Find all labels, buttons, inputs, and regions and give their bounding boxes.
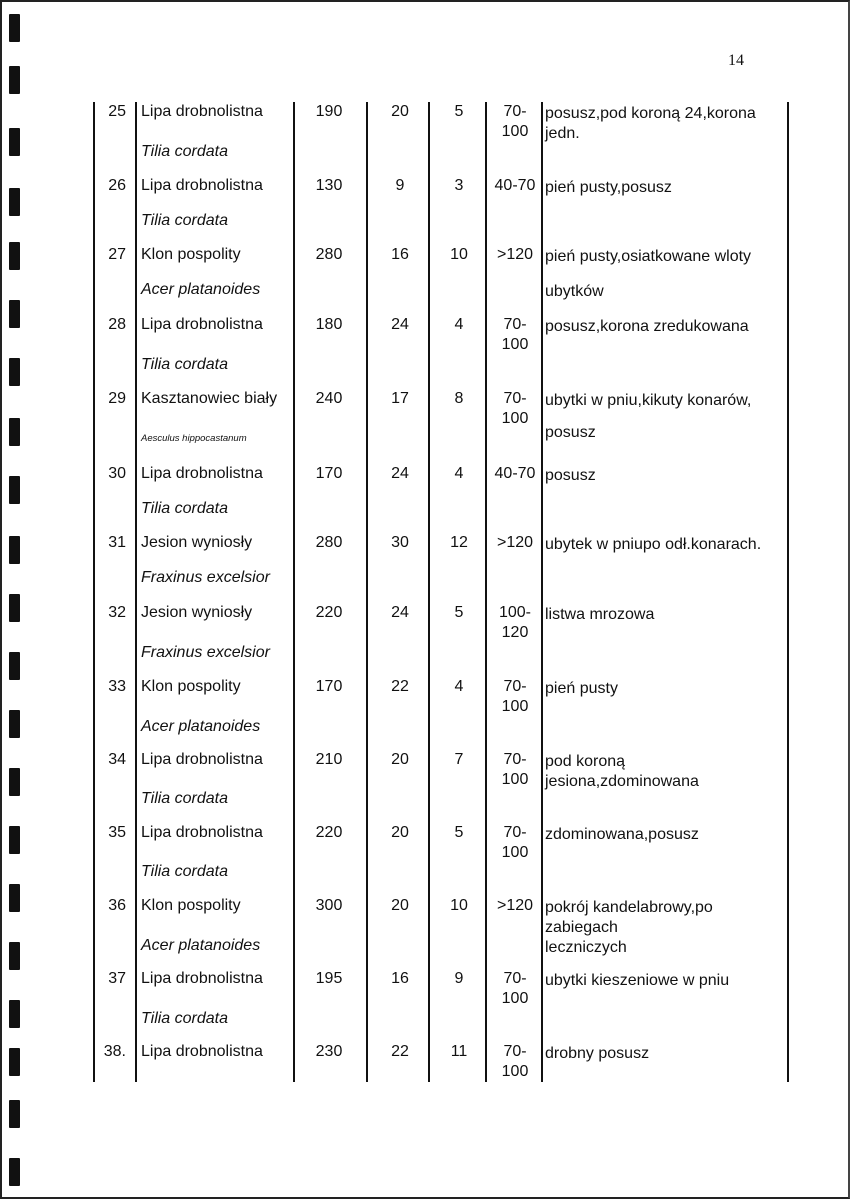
remarks: pokrój kandelabrowy,po zabiegach leczniczych bbox=[545, 899, 713, 956]
row-number: 38. bbox=[103, 1043, 126, 1060]
row-number: 29 bbox=[108, 390, 126, 407]
species-polish-name: Lipa drobnolistna bbox=[141, 103, 263, 120]
trunk-circumference: 180 bbox=[315, 316, 343, 333]
tree-height: 17 bbox=[391, 390, 409, 407]
column-rule bbox=[787, 102, 789, 1082]
binding-mark bbox=[9, 710, 20, 738]
tree-height: 16 bbox=[391, 246, 409, 263]
row-number: 26 bbox=[108, 177, 126, 194]
binding-mark bbox=[9, 884, 20, 912]
remarks: ubytki w pniu,kikuty konarów, posusz bbox=[545, 392, 752, 441]
binding-mark bbox=[9, 1158, 20, 1186]
tree-age: 40-70 bbox=[494, 177, 536, 194]
tree-height: 20 bbox=[391, 751, 409, 768]
binding-mark bbox=[9, 652, 20, 680]
binding-mark bbox=[9, 128, 20, 156]
species-polish-name: Lipa drobnolistna bbox=[141, 824, 263, 841]
species-polish-name: Lipa drobnolistna bbox=[141, 316, 263, 333]
species-latin-name: Tilia cordata bbox=[141, 356, 229, 373]
species-latin-name: Acer platanoides bbox=[141, 718, 261, 735]
remarks: ubytek w pniupo odł.konarach. bbox=[545, 536, 762, 553]
column-rule bbox=[135, 102, 137, 1082]
species-polish-name: Klon pospolity bbox=[141, 897, 241, 914]
crown-width: 8 bbox=[454, 390, 464, 407]
column-rule bbox=[293, 102, 295, 1082]
trunk-circumference: 220 bbox=[315, 824, 343, 841]
species-latin-name: Tilia cordata bbox=[141, 1010, 229, 1027]
tree-age: 70- 100 bbox=[501, 1043, 529, 1080]
tree-height: 22 bbox=[391, 678, 409, 695]
binding-mark bbox=[9, 418, 20, 446]
tree-height: 20 bbox=[391, 103, 409, 120]
tree-age: 70- 100 bbox=[501, 390, 529, 427]
column-rule bbox=[366, 102, 368, 1082]
row-number: 37 bbox=[108, 970, 126, 987]
trunk-circumference: 195 bbox=[315, 970, 343, 987]
species-latin-name: Fraxinus excelsior bbox=[141, 644, 270, 661]
crown-width: 3 bbox=[454, 177, 464, 194]
crown-width: 11 bbox=[450, 1043, 468, 1060]
crown-width: 5 bbox=[454, 824, 464, 841]
remarks: ubytki kieszeniowe w pniu bbox=[545, 972, 730, 989]
species-polish-name: Lipa drobnolistna bbox=[141, 970, 263, 987]
species-latin-name: Acer platanoides bbox=[141, 937, 261, 954]
tree-height: 24 bbox=[391, 316, 409, 333]
trunk-circumference: 280 bbox=[315, 246, 343, 263]
row-number: 36 bbox=[108, 897, 126, 914]
tree-height: 20 bbox=[391, 897, 409, 914]
crown-width: 10 bbox=[450, 246, 468, 263]
species-latin-name: Aesculus hippocastanum bbox=[141, 433, 247, 444]
remarks: posusz,pod koroną 24,korona jedn. bbox=[545, 105, 756, 142]
tree-age: >120 bbox=[496, 246, 534, 263]
row-number: 33 bbox=[108, 678, 126, 695]
tree-height: 20 bbox=[391, 824, 409, 841]
tree-height: 9 bbox=[395, 177, 405, 194]
species-latin-name: Acer platanoides bbox=[141, 281, 261, 298]
tree-height: 16 bbox=[391, 970, 409, 987]
binding-mark bbox=[9, 14, 20, 42]
trunk-circumference: 280 bbox=[315, 534, 343, 551]
row-number: 32 bbox=[108, 604, 126, 621]
tree-height: 30 bbox=[391, 534, 409, 551]
tree-age: 70- 100 bbox=[501, 751, 529, 788]
remarks: posusz bbox=[545, 467, 596, 484]
species-latin-name: Tilia cordata bbox=[141, 143, 229, 160]
trunk-circumference: 220 bbox=[315, 604, 343, 621]
trunk-circumference: 210 bbox=[315, 751, 343, 768]
remarks: pień pusty,posusz bbox=[545, 179, 672, 196]
crown-width: 9 bbox=[454, 970, 464, 987]
species-polish-name: Lipa drobnolistna bbox=[141, 465, 263, 482]
crown-width: 5 bbox=[454, 103, 464, 120]
binding-mark bbox=[9, 188, 20, 216]
species-polish-name: Lipa drobnolistna bbox=[141, 177, 263, 194]
crown-width: 4 bbox=[454, 316, 464, 333]
tree-age: 70- 100 bbox=[501, 316, 529, 353]
crown-width: 4 bbox=[454, 465, 464, 482]
tree-height: 22 bbox=[391, 1043, 409, 1060]
page-number: 14 bbox=[728, 52, 744, 69]
trunk-circumference: 190 bbox=[315, 103, 343, 120]
tree-age: 70- 100 bbox=[501, 103, 529, 140]
row-number: 30 bbox=[108, 465, 126, 482]
species-latin-name: Tilia cordata bbox=[141, 863, 229, 880]
species-polish-name: Lipa drobnolistna bbox=[141, 751, 263, 768]
binding-mark bbox=[9, 1000, 20, 1028]
remarks: listwa mrozowa bbox=[545, 606, 655, 623]
species-latin-name: Tilia cordata bbox=[141, 790, 229, 807]
trunk-circumference: 300 bbox=[315, 897, 343, 914]
species-polish-name: Jesion wyniosły bbox=[141, 534, 253, 551]
row-number: 31 bbox=[108, 534, 126, 551]
trunk-circumference: 170 bbox=[315, 678, 343, 695]
tree-height: 24 bbox=[391, 604, 409, 621]
crown-width: 7 bbox=[454, 751, 464, 768]
crown-width: 4 bbox=[454, 678, 464, 695]
column-rule bbox=[428, 102, 430, 1082]
remarks: zdominowana,posusz bbox=[545, 826, 699, 843]
species-latin-name: Fraxinus excelsior bbox=[141, 569, 270, 586]
trunk-circumference: 130 bbox=[315, 177, 343, 194]
tree-height: 24 bbox=[391, 465, 409, 482]
remarks: pod koroną jesiona,zdominowana bbox=[545, 753, 699, 790]
binding-mark bbox=[9, 1100, 20, 1128]
tree-age: >120 bbox=[496, 534, 534, 551]
trunk-circumference: 230 bbox=[315, 1043, 343, 1060]
crown-width: 5 bbox=[454, 604, 464, 621]
remarks: pień pusty,osiatkowane wloty ubytków bbox=[545, 248, 752, 300]
species-polish-name: Jesion wyniosły bbox=[141, 604, 253, 621]
tree-age: 70- 100 bbox=[501, 970, 529, 1007]
remarks: drobny posusz bbox=[545, 1045, 650, 1062]
species-latin-name: Tilia cordata bbox=[141, 212, 229, 229]
binding-mark bbox=[9, 242, 20, 270]
species-polish-name: Kasztanowiec biały bbox=[141, 390, 278, 407]
tree-age: >120 bbox=[496, 897, 534, 914]
species-polish-name: Klon pospolity bbox=[141, 246, 241, 263]
binding-mark bbox=[9, 300, 20, 328]
trunk-circumference: 170 bbox=[315, 465, 343, 482]
remarks: posusz,korona zredukowana bbox=[545, 318, 749, 335]
binding-mark bbox=[9, 476, 20, 504]
tree-age: 40-70 bbox=[494, 465, 536, 482]
binding-mark bbox=[9, 66, 20, 94]
tree-age: 70- 100 bbox=[501, 678, 529, 715]
row-number: 28 bbox=[108, 316, 126, 333]
row-number: 25 bbox=[108, 103, 126, 120]
binding-mark bbox=[9, 358, 20, 386]
row-number: 34 bbox=[108, 751, 126, 768]
crown-width: 12 bbox=[450, 534, 468, 551]
remarks: pień pusty bbox=[545, 680, 618, 697]
crown-width: 10 bbox=[450, 897, 468, 914]
species-polish-name: Lipa drobnolistna bbox=[141, 1043, 263, 1060]
binding-mark bbox=[9, 594, 20, 622]
tree-age: 70- 100 bbox=[501, 824, 529, 861]
binding-mark bbox=[9, 768, 20, 796]
tree-age: 100- 120 bbox=[498, 604, 532, 641]
binding-mark bbox=[9, 536, 20, 564]
row-number: 35 bbox=[108, 824, 126, 841]
binding-mark bbox=[9, 942, 20, 970]
species-polish-name: Klon pospolity bbox=[141, 678, 241, 695]
row-number: 27 bbox=[108, 246, 126, 263]
species-latin-name: Tilia cordata bbox=[141, 500, 229, 517]
trunk-circumference: 240 bbox=[315, 390, 343, 407]
column-rule bbox=[541, 102, 543, 1082]
binding-mark bbox=[9, 826, 20, 854]
binding-mark bbox=[9, 1048, 20, 1076]
